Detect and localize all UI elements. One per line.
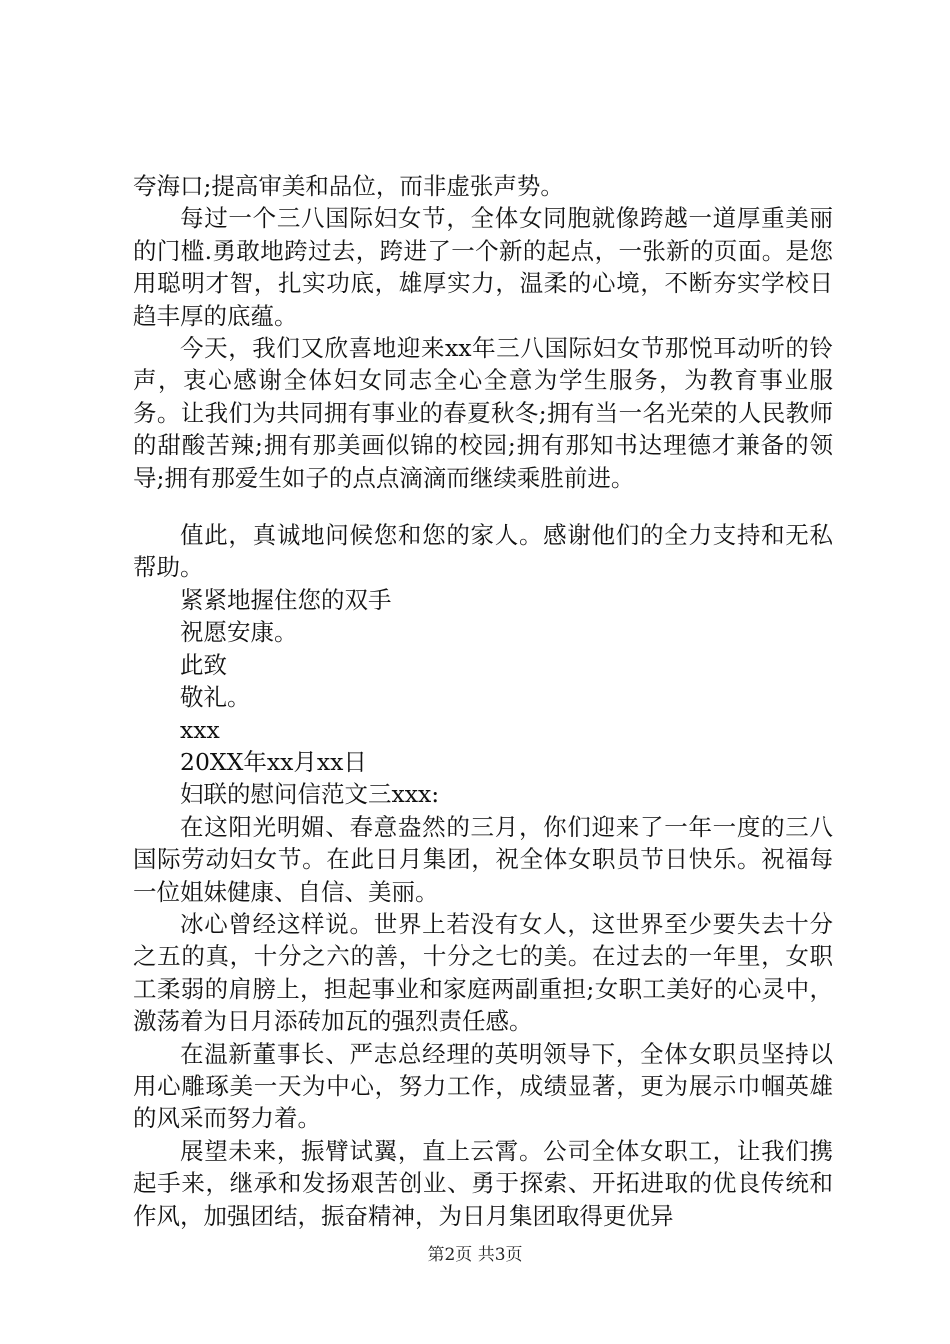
- date-line: 20XX年xx月xx日: [180, 747, 367, 776]
- paragraph: 在这阳光明媚、春意盎然的三月，你们迎来了一年一度的三八国际劳动妇女节。在此日月集团，祝全体女职员节日快乐。祝福每一位姐妹健康、自信、美丽。: [133, 812, 833, 906]
- paragraph: 每过一个三八国际妇女节，全体女同胞就像跨越一道厚重美丽的门槛.勇敢地跨过去，跨进了一个新的起点，一张新的页面。是您用聪明才智，扎实功底，雄厚实力，温柔的心境，不断夯实学校日趋丰厚的底蕴。: [133, 204, 833, 330]
- closing-line: 祝愿安康。: [180, 618, 298, 647]
- document-body: [133, 170, 833, 1232]
- closing-line: 敬礼。: [180, 683, 251, 712]
- paragraph: 冰心曾经这样说。世界上若没有女人，这世界至少要失去十分之五的真，十分之六的善，十分之七的美。在过去的一年里，女职工柔弱的肩膀上，担起事业和家庭两副重担;女职工美好的心灵中，激荡着为日月添砖加瓦的强烈责任感。: [133, 909, 833, 1036]
- paragraph: 展望未来，振臂试翼，直上云霄。公司全体女职工，让我们携起手来，继承和发扬艰苦创业、勇于探索、开拓进取的优良传统和作风，加强团结，振奋精神，为日月集团取得更优异: [133, 1136, 833, 1230]
- paragraph: 今天，我们又欣喜地迎来xx年三八国际妇女节那悦耳动听的铃声，衷心感谢全体妇女同志全心全意为学生服务，为教育事业服务。让我们为共同拥有事业的春夏秋冬;拥有当一名光荣的人民教师的甜酸苦辣;拥有那美画似锦的校园;拥有那知书达理德才兼备的领导;拥有那爱生如子的点点滴滴而继续乘胜前进。: [133, 334, 833, 492]
- paragraph: 夸海口;提高审美和品位，而非虚张声势。: [133, 172, 564, 200]
- closing-line: 此致: [180, 650, 227, 679]
- closing-line: 紧紧地握住您的双手: [180, 585, 392, 614]
- page-footer: 第2页 共3页: [427, 1245, 523, 1265]
- paragraph: 在温新董事长、严志总经理的英明领导下，全体女职员坚持以用心雕琢美一天为中心，努力工作，成绩显著，更为展示巾帼英雄的风采而努力着。: [133, 1039, 833, 1133]
- paragraph: 值此，真诚地问候您和您的家人。感谢他们的全力支持和无私帮助。: [133, 521, 833, 582]
- section-heading: 妇联的慰问信范文三xxx:: [180, 780, 440, 809]
- paragraph-gap: [133, 494, 833, 519]
- signature: xxx: [180, 715, 220, 744]
